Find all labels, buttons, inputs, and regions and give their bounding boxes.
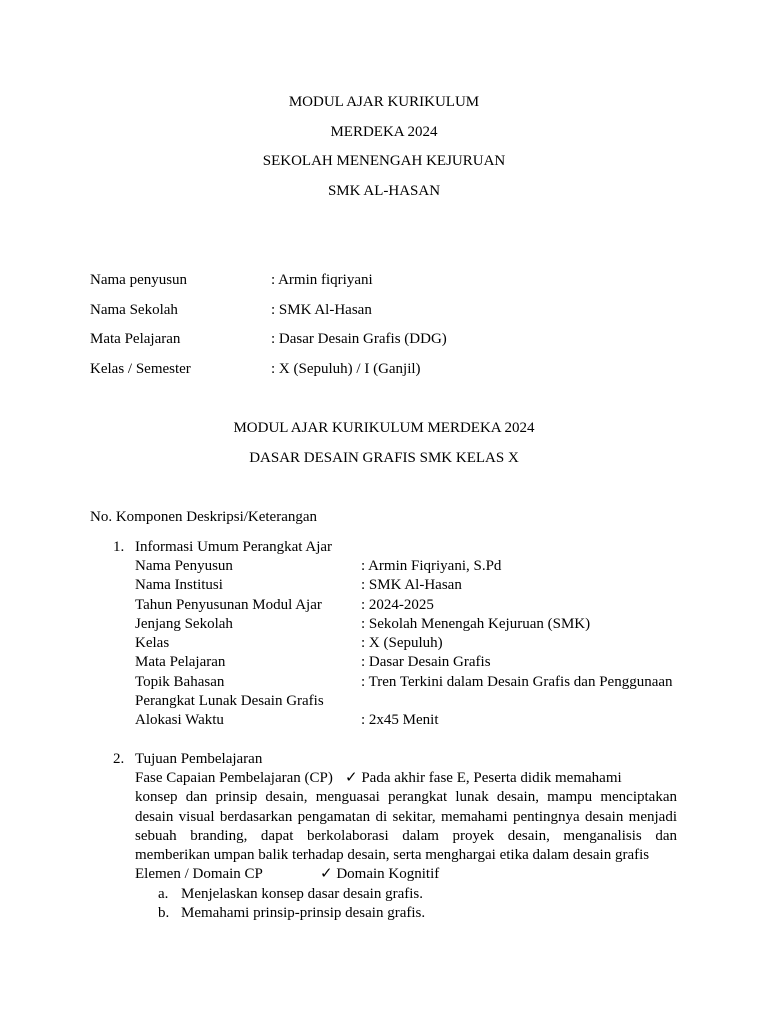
section1-number: 1.	[113, 539, 125, 555]
info-label-jenjang: Jenjang Sekolah	[135, 616, 233, 632]
section2-number: 2.	[113, 751, 125, 767]
subtitle-line-1: MODUL AJAR KURIKULUM MERDEKA 2024	[233, 420, 535, 436]
info-label-tahun: Tahun Penyusunan Modul Ajar	[135, 597, 322, 613]
info-label-alokasi: Alokasi Waktu	[135, 712, 224, 728]
info-label-kelas: Kelas	[135, 635, 170, 651]
info-value-jenjang: : Sekolah Menengah Kejuruan (SMK)	[361, 616, 591, 632]
checkmark-icon: ✓	[320, 866, 333, 882]
cp-label: Fase Capaian Pembelajaran (CP)	[135, 770, 333, 786]
info-value-topik: : Tren Terkini dalam Desain Grafis dan Penggunaan	[361, 674, 673, 690]
info-value-mapel: : Dasar Desain Grafis	[361, 654, 491, 670]
identity-value-sekolah: : SMK Al-Hasan	[271, 302, 372, 318]
identity-value-kelas: : X (Sepuluh) / I (Ganjil)	[271, 361, 421, 377]
identity-label-mapel: Mata Pelajaran	[90, 331, 181, 347]
info-label-institusi: Nama Institusi	[135, 577, 223, 593]
info-value-kelas: : X (Sepuluh)	[361, 635, 443, 651]
cp-last-line: memberikan umpan balik terhadap desain, serta menghargai etika dalam desain grafis	[135, 847, 650, 863]
info-topik-continuation: Perangkat Lunak Desain Grafis	[135, 693, 324, 709]
elemen-label: Elemen / Domain CP	[135, 866, 263, 882]
cp-line: desain visual berdasarkan pengamatan di sekitar, memahami pentingnya desain menjadi	[135, 809, 677, 825]
info-label-mapel: Mata Pelajaran	[135, 654, 226, 670]
cp-first-text: Pada akhir fase E, Peserta didik memahami	[361, 770, 622, 786]
title-line-1: MODUL AJAR KURIKULUM	[288, 94, 480, 110]
identity-label-penyusun: Nama penyusun	[90, 272, 188, 288]
cp-first-line	[345, 768, 622, 788]
info-value-tahun: : 2024-2025	[361, 597, 434, 613]
cp-line: sebuah branding, dapat berkolaborasi dalam proyek desain, menganalisis dan	[135, 828, 677, 844]
elemen-value-line	[320, 864, 439, 884]
sub-item-text-b: Memahami prinsip-prinsip desain grafis.	[181, 905, 426, 921]
info-value-alokasi: : 2x45 Menit	[361, 712, 439, 728]
identity-label-sekolah: Nama Sekolah	[90, 302, 178, 318]
sub-item-text-a: Menjelaskan konsep dasar desain grafis.	[181, 886, 424, 902]
sub-item-marker-b: b.	[158, 905, 170, 921]
identity-value-penyusun: : Armin fiqriyani	[271, 272, 373, 288]
table-header: No. Komponen Deskripsi/Keterangan	[90, 509, 318, 525]
info-value-institusi: : SMK Al-Hasan	[361, 577, 462, 593]
title-line-4: SMK AL-HASAN	[327, 183, 441, 199]
section2-title: Tujuan Pembelajaran	[135, 751, 263, 767]
subtitle-line-2: DASAR DESAIN GRAFIS SMK KELAS X	[249, 450, 519, 466]
identity-label-kelas: Kelas / Semester	[90, 361, 191, 377]
info-label-penyusun: Nama Penyusun	[135, 558, 233, 574]
title-line-3: SEKOLAH MENENGAH KEJURUAN	[262, 153, 506, 169]
checkmark-icon: ✓	[345, 770, 358, 786]
identity-value-mapel: : Dasar Desain Grafis (DDG)	[271, 331, 447, 347]
info-label-topik: Topik Bahasan	[135, 674, 225, 690]
info-value-penyusun: : Armin Fiqriyani, S.Pd	[361, 558, 502, 574]
elemen-value: Domain Kognitif	[336, 866, 440, 882]
sub-item-marker-a: a.	[158, 886, 169, 902]
cp-line: konsep dan prinsip desain, menguasai perangkat lunak desain, mampu menciptakan	[135, 789, 677, 805]
title-line-2: MERDEKA 2024	[330, 124, 438, 140]
section1-title: Informasi Umum Perangkat Ajar	[135, 539, 333, 555]
